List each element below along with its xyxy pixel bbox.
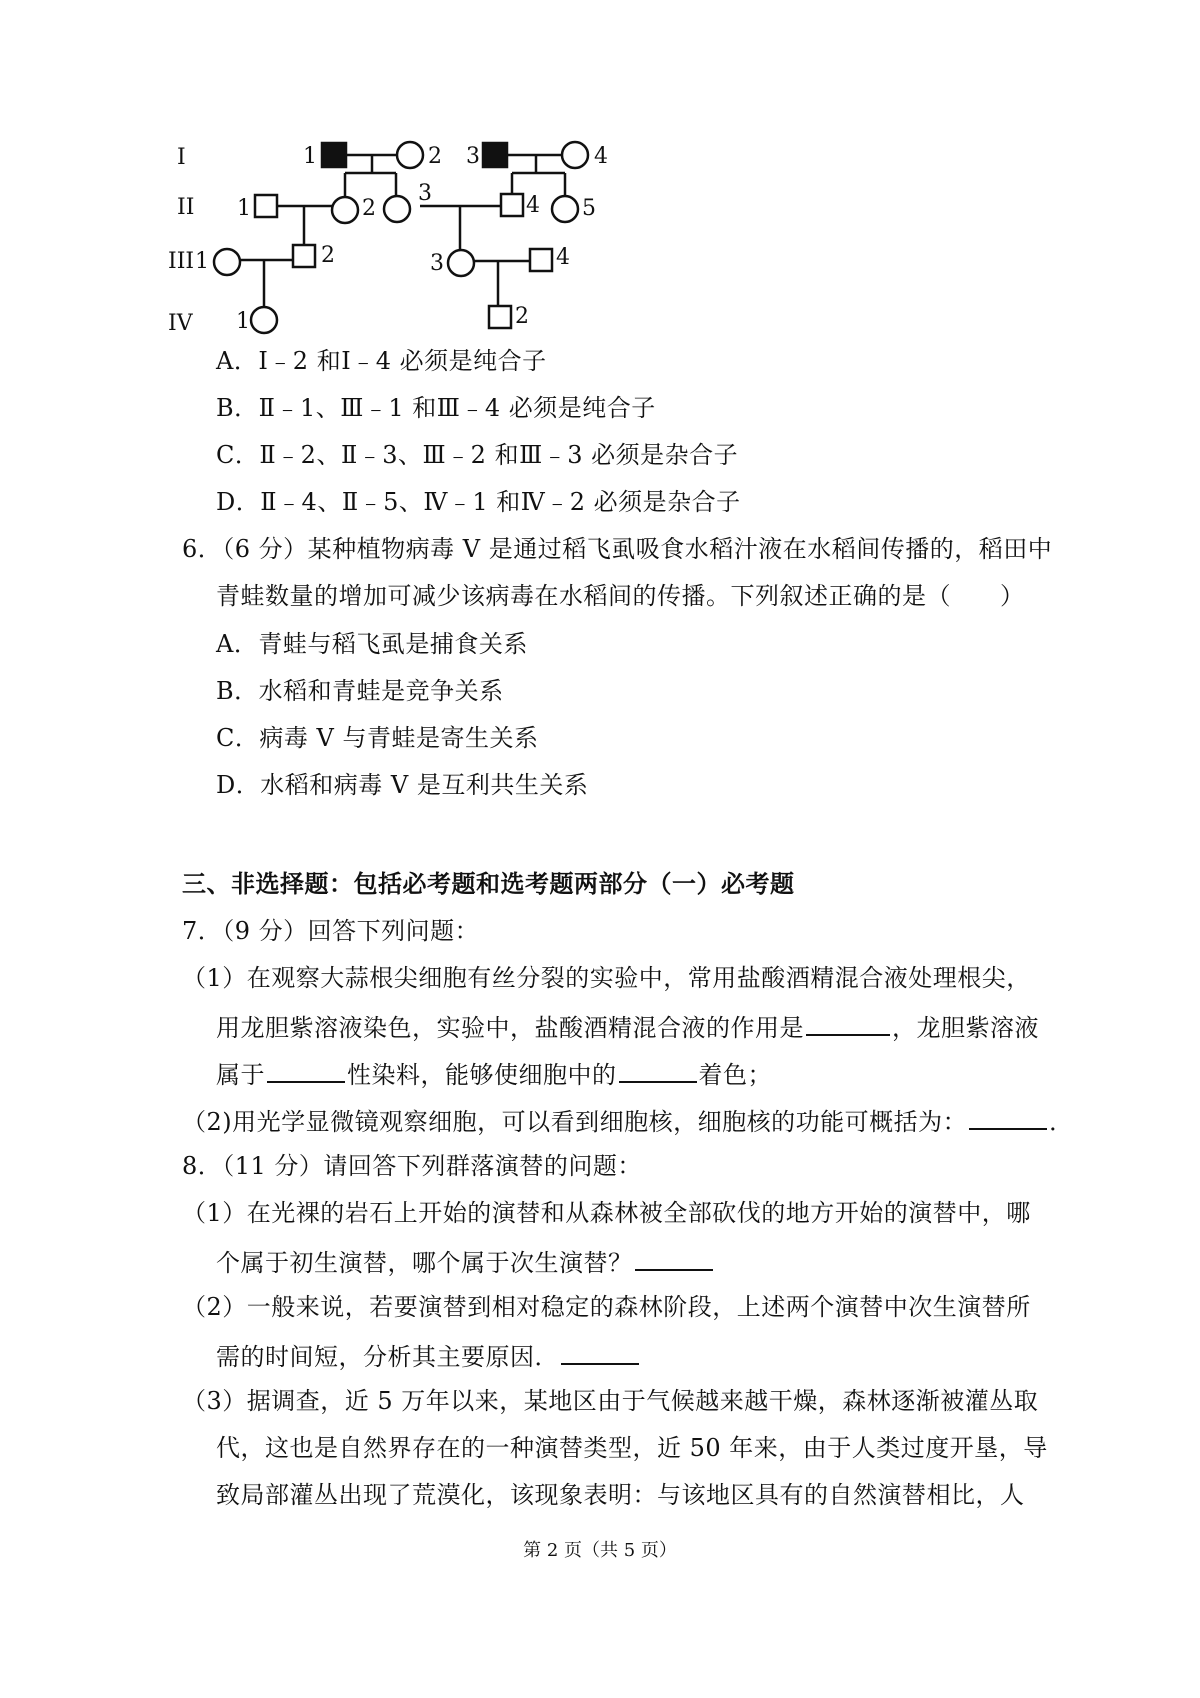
pedigree-IV1-female (251, 307, 277, 333)
q8-part3-line2: 代，这也是自然界存在的一种演替类型，近 50 年来，由于人类过度开垦，导 (216, 1434, 1048, 1462)
label-II1: 1 (237, 196, 251, 221)
q6-option-c: C．病毒 V 与青蛙是寄生关系 (216, 724, 539, 752)
label-I3: 3 (466, 144, 480, 169)
q8-part1-line1: （1）在光裸的岩石上开始的演替和从森林被全部砍伐的地方开始的演替中，哪 (182, 1199, 1031, 1227)
q8-part1-line2 (216, 1245, 715, 1278)
q7-part1-line2-text-a: 用龙胆紫溶液染色，实验中，盐酸酒精混合液的作用是 (216, 1014, 804, 1042)
label-I1: 1 (303, 144, 317, 169)
q7-part1-line2-text-b: ，龙胆紫溶液 (892, 1014, 1039, 1042)
pedigree-III2-male (293, 245, 315, 267)
label-II2: 2 (362, 196, 376, 221)
q7-head: 7．（9 分）回答下列问题： (182, 917, 480, 945)
q7-part2-end: ． (1049, 1108, 1074, 1136)
q7-part1-line3-text-a: 属于 (216, 1061, 265, 1089)
label-III2: 2 (321, 243, 335, 268)
answer-blank-q7-1[interactable] (806, 1010, 890, 1036)
pedigree-I3-affected-male (483, 143, 507, 167)
pedigree-II1-male (255, 195, 277, 217)
q5-option-c: C．Ⅱ﹣2、Ⅱ﹣3、Ⅲ﹣2 和Ⅲ﹣3 必须是杂合子 (216, 441, 739, 469)
q6-option-d: D．水稻和病毒 V 是互利共生关系 (216, 771, 589, 799)
q8-part2-line2 (216, 1339, 641, 1372)
section3-heading: 三、非选择题：包括必考题和选考题两部分（一）必考题 (182, 869, 795, 898)
q7-part1-line3-text-b: 性染料，能够使细胞中的 (347, 1061, 617, 1089)
label-IV1: 1 (236, 309, 250, 334)
label-III3: 3 (430, 251, 444, 276)
pedigree-II5-female (552, 196, 578, 222)
q7-part2 (182, 1104, 1074, 1137)
q6-stem-line2: 青蛙数量的增加可减少该病毒在水稻间的传播。下列叙述正确的是（ ） (216, 582, 1025, 610)
q5-option-a: A．Ⅰ﹣2 和Ⅰ﹣4 必须是纯合子 (216, 347, 547, 375)
generation-label-III: III (168, 249, 195, 274)
answer-blank-q7-2[interactable] (267, 1057, 345, 1083)
pedigree-diagram (0, 0, 700, 380)
label-IV2: 2 (515, 304, 529, 329)
label-II5: 5 (582, 196, 596, 221)
label-I2: 2 (428, 144, 442, 169)
q6-option-a: A．青蛙与稻飞虱是捕食关系 (216, 630, 528, 658)
q8-part2-line1: （2）一般来说，若要演替到相对稳定的森林阶段，上述两个演替中次生演替所 (182, 1293, 1031, 1321)
answer-blank-q8-1[interactable] (635, 1245, 713, 1271)
pedigree-III1-female (214, 249, 240, 275)
q7-part1-line1: （1）在观察大蒜根尖细胞有丝分裂的实验中，常用盐酸酒精混合液处理根尖， (182, 964, 1031, 992)
q5-option-d: D．Ⅱ﹣4、Ⅱ﹣5、Ⅳ﹣1 和Ⅳ﹣2 必须是杂合子 (216, 488, 741, 516)
pedigree-III3-female (448, 250, 474, 276)
q7-part1-line2 (216, 1010, 1039, 1043)
q8-part3-line3: 致局部灌丛出现了荒漠化，该现象表明：与该地区具有的自然演替相比，人 (216, 1481, 1025, 1509)
q8-part2-line2-text: 需的时间短，分析其主要原因． (216, 1343, 559, 1371)
generation-label-I: I (177, 145, 186, 170)
pedigree-I2-female (397, 142, 423, 168)
pedigree-I1-affected-male (322, 143, 346, 167)
q7-part2-text: （2)用光学显微镜观察细胞，可以看到细胞核，细胞核的功能可概括为： (182, 1108, 968, 1136)
label-II3: 3 (418, 181, 432, 206)
label-I4: 4 (594, 144, 608, 169)
answer-blank-q8-2[interactable] (561, 1339, 639, 1365)
label-III4: 4 (556, 245, 570, 270)
q6-option-b: B．水稻和青蛙是竞争关系 (216, 677, 504, 705)
pedigree-II2-female (332, 197, 358, 223)
generation-label-IV: IV (168, 311, 193, 336)
q7-part1-line3-text-c: 着色； (698, 1061, 772, 1089)
pedigree-IV2-male (489, 306, 511, 328)
answer-blank-q7-3[interactable] (619, 1057, 697, 1083)
q8-part1-line2-text: 个属于初生演替，哪个属于次生演替？ (216, 1249, 633, 1277)
pedigree-II3-female (384, 196, 410, 222)
label-II4: 4 (526, 193, 540, 218)
pedigree-I4-female (562, 142, 588, 168)
pedigree-II4-male (501, 194, 523, 216)
q7-part1-line3 (216, 1057, 772, 1090)
q8-head: 8．（11 分）请回答下列群落演替的问题： (182, 1152, 642, 1180)
page-footer: 第 2 页（共 5 页） (523, 1540, 677, 1561)
q6-stem-line1: 6．（6 分）某种植物病毒 V 是通过稻飞虱吸食水稻汁液在水稻间传播的，稻田中 (182, 535, 1053, 563)
q8-part3-line1: （3）据调查，近 5 万年以来，某地区由于气候越来越干燥，森林逐渐被灌丛取 (182, 1387, 1039, 1415)
generation-label-II: II (177, 195, 195, 220)
pedigree-III4-male (530, 249, 552, 271)
label-III1: 1 (195, 249, 209, 274)
q5-option-b: B．Ⅱ﹣1、Ⅲ﹣1 和Ⅲ﹣4 必须是纯合子 (216, 394, 656, 422)
answer-blank-q7-4[interactable] (969, 1104, 1047, 1130)
